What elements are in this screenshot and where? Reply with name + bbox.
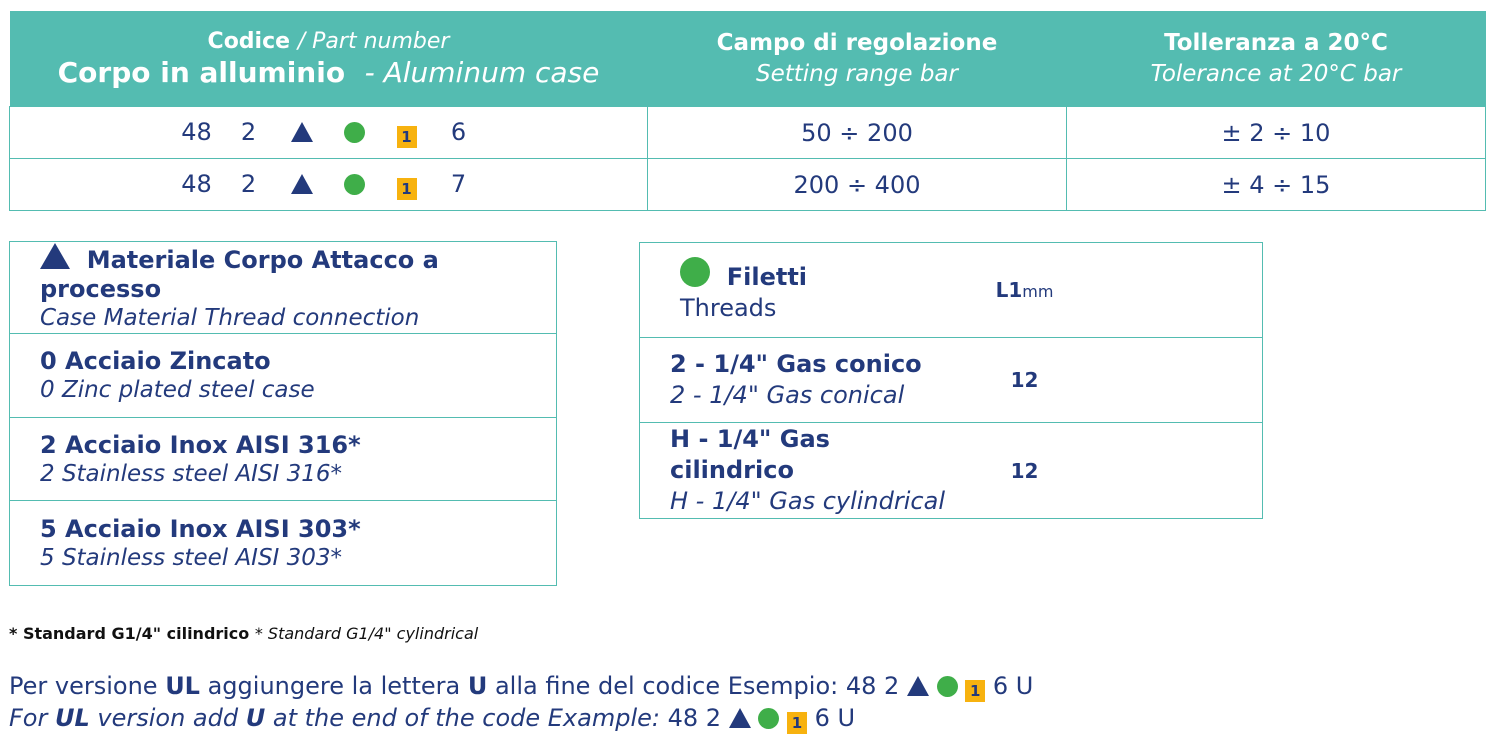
table-header-row [10, 11, 1486, 107]
ul-note-text: version add [89, 704, 246, 732]
code-header [10, 11, 648, 107]
list-item [640, 423, 1263, 519]
l1-header [960, 243, 1090, 338]
square-icon: 1 [965, 680, 985, 702]
tolerance-header [1067, 11, 1486, 107]
case-label-en: Aluminum case [383, 55, 600, 89]
thread-l1-value: 12 [960, 338, 1090, 423]
threads-title-en: Threads [680, 293, 777, 322]
ul-note-text: 6 U [806, 704, 856, 732]
threads-title: Filetti [726, 262, 808, 291]
table-row [10, 159, 1486, 211]
code-suffix: 6 [450, 117, 467, 146]
material-legend [9, 241, 557, 586]
circle-icon [937, 676, 958, 697]
material-title: Materiale Corpo Attacco a processo [40, 246, 439, 303]
tolerance-label-en: Tolerance at 20°C bar [1150, 60, 1402, 87]
range-cell: 50 ÷ 200 [648, 107, 1067, 159]
ul-note-ul: UL [54, 704, 90, 732]
list-item [640, 338, 1263, 423]
circle-icon [758, 708, 779, 729]
footnote-text-en: * Standard G1/4" cylindrical [254, 624, 479, 643]
code-sep: / [297, 28, 306, 54]
material-item-label: 2 Acciaio Inox AISI 316* [40, 430, 361, 459]
material-item-label-en: 0 Zinc plated steel case [40, 377, 315, 403]
square-icon: 1 [397, 126, 417, 148]
list-item [10, 334, 557, 418]
list-item [10, 501, 557, 586]
l1-label: L1 [995, 278, 1023, 302]
ul-note-text: aggiungere la lettera [199, 672, 468, 700]
code-type: 2 [240, 169, 257, 198]
material-item-label: 5 Acciaio Inox AISI 303* [40, 514, 361, 543]
case-sep: - [364, 55, 375, 89]
ul-note-it [9, 670, 1033, 702]
circle-icon [344, 174, 365, 195]
part-number-table [9, 11, 1486, 211]
code-prefix: 48 [181, 117, 212, 146]
threads-header [640, 243, 1263, 338]
circle-icon [680, 257, 710, 287]
material-item-label-en: 2 Stainless steel AISI 316* [40, 460, 343, 487]
ul-note [9, 670, 1033, 734]
ul-note-ul: UL [165, 672, 200, 700]
thread-item-label: H - 1/4" Gas cilindrico [670, 425, 830, 484]
ul-note-u: U [467, 672, 488, 700]
square-icon: 1 [397, 178, 417, 200]
l1-unit: mm [1022, 282, 1054, 301]
range-cell: 200 ÷ 400 [648, 159, 1067, 211]
footnote [9, 624, 478, 643]
triangle-icon [729, 708, 751, 728]
code-suffix: 7 [450, 169, 467, 198]
threads-legend [639, 242, 1263, 519]
range-label: Campo di regolazione [716, 29, 998, 56]
triangle-icon [907, 676, 929, 696]
ul-note-en [9, 702, 1033, 734]
material-item-label-en: 5 Stainless steel AISI 303* [40, 544, 343, 571]
code-label: Codice [207, 28, 291, 54]
ul-note-text: For [9, 704, 55, 732]
ul-note-text: at the end of the code Example: [265, 704, 668, 732]
material-header [10, 242, 557, 334]
tolerance-cell: ± 4 ÷ 15 [1067, 159, 1486, 211]
range-label-en: Setting range bar [755, 60, 958, 87]
ul-note-text: 6 U [985, 672, 1034, 700]
table-row [10, 107, 1486, 159]
triangle-icon [291, 122, 313, 142]
square-icon: 1 [787, 712, 807, 734]
code-cell [10, 107, 648, 159]
range-header [648, 11, 1067, 107]
material-item-label: 0 Acciaio Zincato [40, 347, 271, 375]
ul-note-example: 48 2 [667, 704, 729, 732]
thread-l1-value: 12 [960, 423, 1090, 519]
code-cell [10, 159, 648, 211]
code-type: 2 [240, 117, 257, 146]
thread-item-label-en: H - 1/4" Gas cylindrical [670, 487, 945, 515]
circle-icon [344, 122, 365, 143]
ul-note-text: Per versione [9, 672, 166, 700]
ul-note-text: alla fine del codice Esempio: 48 2 [487, 672, 907, 700]
ul-note-u: U [245, 704, 266, 732]
code-prefix: 48 [181, 169, 212, 198]
tolerance-cell: ± 2 ÷ 10 [1067, 107, 1486, 159]
triangle-icon [291, 174, 313, 194]
code-label-en: Part number [312, 28, 450, 54]
tolerance-label: Tolleranza a 20°C [1164, 29, 1388, 56]
list-item [10, 418, 557, 501]
case-label: Corpo in alluminio [57, 55, 346, 89]
material-title-en: Case Material Thread connection [40, 305, 420, 331]
triangle-icon [40, 243, 70, 269]
thread-item-label: 2 - 1/4" Gas conico [670, 350, 922, 378]
footnote-text: * Standard G1/4" cilindrico [9, 624, 250, 643]
thread-item-label-en: 2 - 1/4" Gas conical [670, 381, 905, 409]
